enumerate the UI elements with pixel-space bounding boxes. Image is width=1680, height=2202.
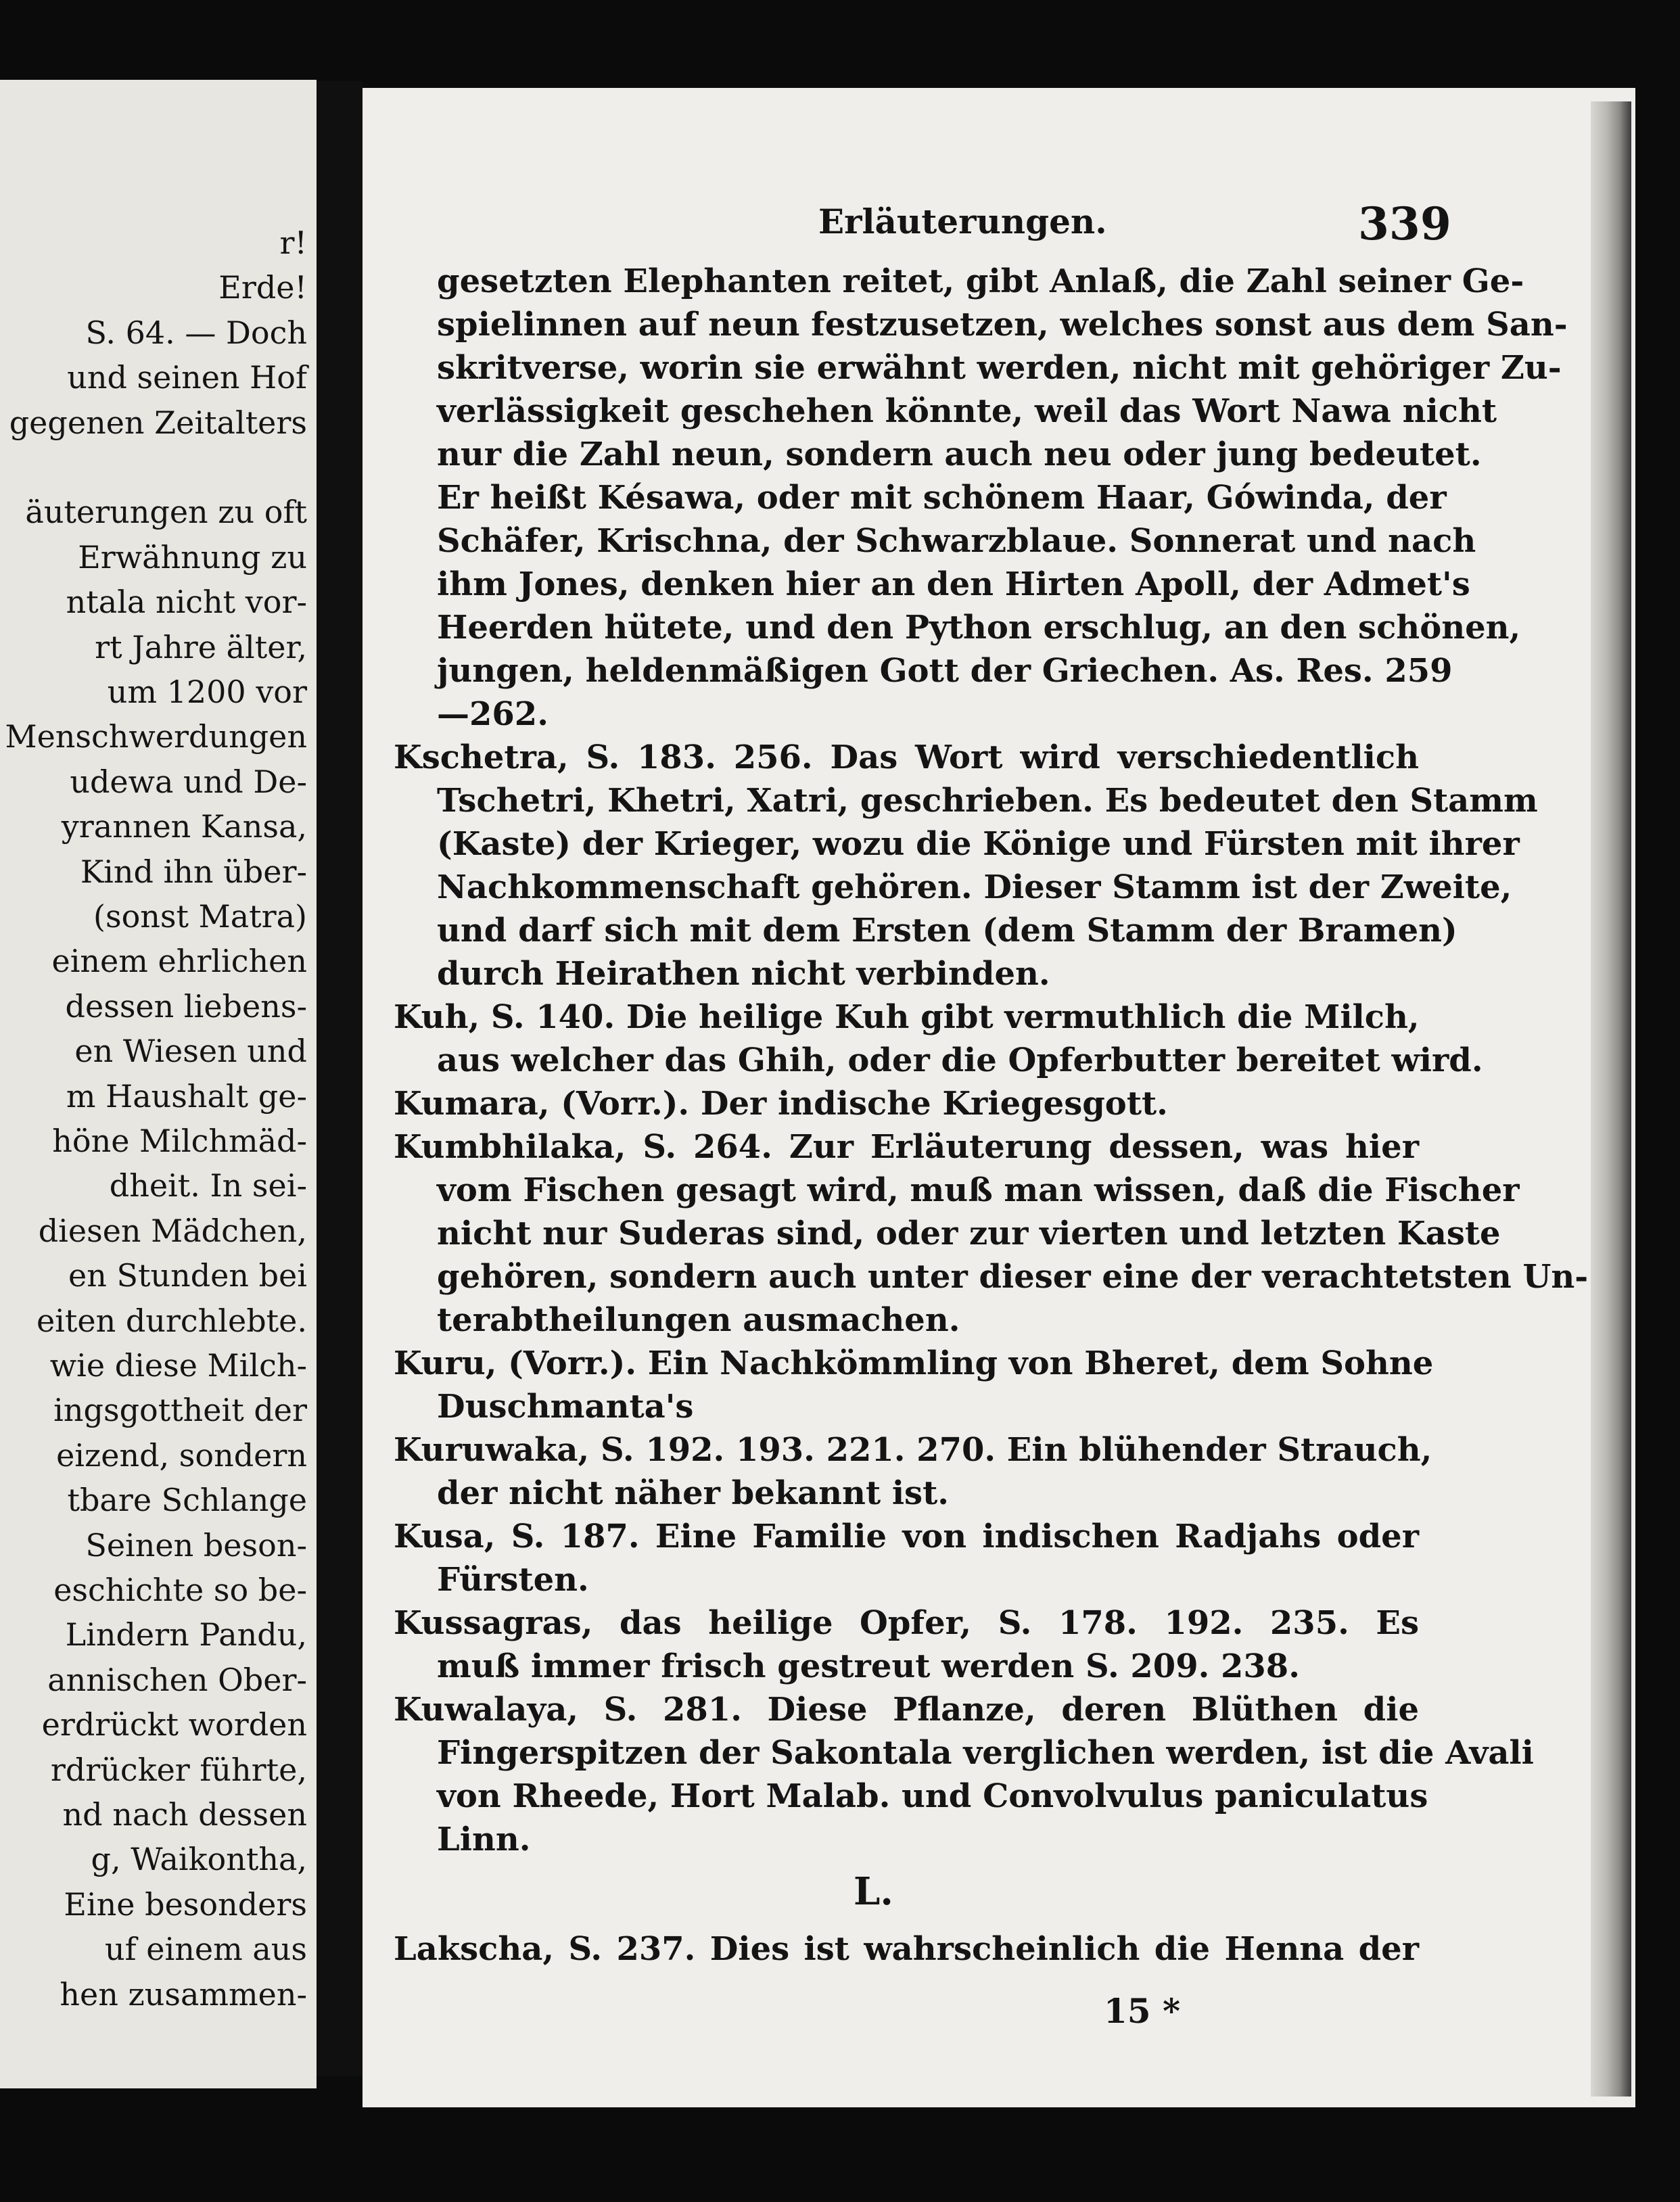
entry-line: Tschetri, Khetri, Xatri, geschrieben. Es bedeutet den Stamm — [437, 782, 1538, 820]
left-page-line: m Haushalt ge- — [66, 1077, 307, 1115]
left-page-line: eizend, sondern — [56, 1436, 307, 1474]
entry-line: Linn. — [437, 1821, 531, 1858]
glossary-entry — [394, 1082, 1419, 1125]
glossary-entry — [394, 1688, 1534, 1861]
left-page-line: rdrücker führte, — [50, 1751, 307, 1788]
page-edge — [1591, 101, 1631, 2096]
left-page-line: en Stunden bei — [68, 1257, 307, 1294]
entry-line: Nachkommenschaft gehören. Dieser Stamm ist der Zweite, — [437, 868, 1512, 906]
entry-line: Duschmanta's — [437, 1388, 694, 1426]
glossary-entry — [394, 1601, 1419, 1688]
left-page-line: erdrückt worden — [41, 1706, 307, 1743]
left-page-line: annischen Ober- — [47, 1661, 307, 1698]
entry-line: Er heißt Késawa, oder mit schönem Haar, Gówinda, der — [437, 479, 1447, 517]
left-page-line: uf einem aus — [105, 1931, 307, 1968]
catchword: 15 * — [1104, 1991, 1181, 2031]
entry-headword-line: Kuruwaka, S. 192. 193. 221. 270. Ein blühender Strauch, — [394, 1431, 1432, 1469]
left-page-line: Seinen beson- — [85, 1526, 307, 1564]
glossary-entry — [394, 995, 1483, 1082]
book-gutter — [317, 81, 363, 2076]
entry-line: nicht nur Suderas sind, oder zur vierten und letzten Kaste — [437, 1215, 1501, 1252]
entry-line: verlässigkeit geschehen könnte, weil das Wort Nawa nicht — [437, 392, 1497, 430]
left-page-line: r! — [279, 225, 307, 261]
entry-line: muß immer frisch gestreut werden S. 209. 238. — [437, 1647, 1300, 1685]
running-header: Erläuterungen. — [818, 202, 1107, 241]
left-page-line: diesen Mädchen, — [38, 1212, 307, 1249]
entry-line: Lakscha, S. 237. Dies ist wahrscheinlich die Henna der — [394, 1930, 1419, 1968]
entry-line: aus welcher das Ghih, oder die Opferbutter bereitet wird. — [437, 1041, 1483, 1079]
left-page-line: gegenen Zeitalters — [9, 404, 307, 441]
left-page-line: en Wiesen und — [74, 1033, 307, 1070]
left-page-line: Lindern Pandu, — [65, 1616, 307, 1654]
entry-line: terabtheilungen ausmachen. — [437, 1301, 960, 1339]
entry-line: von Rheede, Hort Malab. und Convolvulus paniculatus — [437, 1777, 1428, 1815]
left-page-line: nd nach dessen — [62, 1796, 307, 1833]
glossary-entry — [394, 1342, 1434, 1428]
left-page-line: rt Jahre älter, — [95, 628, 307, 665]
left-page-line: ingsgottheit der — [53, 1392, 307, 1429]
left-page-line: eschichte so be- — [53, 1572, 307, 1608]
left-page — [0, 80, 317, 2088]
entry-line: und darf sich mit dem Ersten (dem Stamm der Bramen) — [437, 912, 1457, 950]
entry-headword-line: Kuru, (Vorr.). Ein Nachkömmling von Bheret, dem Sohne — [394, 1344, 1434, 1382]
entry-line: Fingerspitzen der Sakontala verglichen werden, ist die Avali — [437, 1734, 1534, 1772]
entry-headword-line: Kumbhilaka, S. 264. Zur Erläuterung dessen, was hier — [394, 1128, 1419, 1166]
entry-line: durch Heirathen nicht verbinden. — [437, 955, 1050, 993]
entry-line: gesetzten Elephanten reitet, gibt Anlaß, die Zahl seiner Ge- — [437, 262, 1524, 300]
left-page-line: tbare Schlange — [67, 1482, 307, 1519]
left-page-line: dessen liebens- — [65, 987, 307, 1025]
entry-headword-line: Kuh, S. 140. Die heilige Kuh gibt vermuthlich die Milch, — [394, 998, 1420, 1036]
entry-line: ihm Jones, denken hier an den Hirten Apoll, der Admet's — [437, 565, 1470, 603]
page-number: 339 — [1358, 197, 1451, 250]
entry-headword-line: Kuwalaya, S. 281. Diese Pflanze, deren Blüthen die — [394, 1691, 1419, 1729]
entry-line: Heerden hütete, und den Python erschlug, an den schönen, — [437, 609, 1521, 647]
left-page-line: eiten durchlebte. — [36, 1302, 307, 1339]
glossary-entry — [394, 1125, 1589, 1342]
left-page-line: (sonst Matra) — [93, 898, 307, 935]
entry-headword-line: Kusa, S. 187. Eine Familie von indischen Radjahs oder — [394, 1518, 1419, 1555]
left-page-line: äuterungen zu oft — [25, 494, 307, 531]
left-page-line: g, Waikontha, — [91, 1841, 307, 1878]
entry-line: jungen, heldenmäßigen Gott der Griechen. As. Res. 259 — [437, 652, 1453, 690]
entry-line: Schäfer, Krischna, der Schwarzblaue. Sonnerat und nach — [437, 522, 1476, 560]
left-page-line: wie diese Milch- — [49, 1347, 307, 1384]
left-page-line: yrannen Kansa, — [61, 808, 307, 845]
entry-line: (Kaste) der Krieger, wozu die Könige und Fürsten mit ihrer — [437, 825, 1520, 863]
left-page-line: einem ehrlichen — [51, 943, 307, 980]
entry-line: der nicht näher bekannt ist. — [437, 1474, 949, 1512]
entry-line: spielinnen auf neun festzusetzen, welches sonst aus dem San- — [437, 306, 1568, 344]
left-page-line: Erwähnung zu — [78, 538, 307, 576]
left-page-line: und seinen Hof — [67, 359, 307, 396]
entry-line: nur die Zahl neun, sondern auch neu oder jung bedeutet. — [437, 436, 1482, 473]
entry-line: —262. — [437, 695, 549, 733]
left-page-line: Menschwerdungen — [5, 718, 307, 755]
section-letter: L. — [854, 1869, 893, 1914]
entry-line: Fürsten. — [437, 1561, 589, 1599]
left-page-line: S. 64. — Doch — [85, 314, 307, 351]
left-page-line: ntala nicht vor- — [66, 584, 307, 621]
entry-headword-line: Kschetra, S. 183. 256. Das Wort wird verschiedentlich — [394, 739, 1419, 776]
last-entry-block — [394, 1927, 1419, 1971]
left-page-line: dheit. In sei- — [109, 1167, 307, 1204]
left-page-line: hen zusammen- — [60, 1975, 307, 2013]
left-page-line: höne Milchmäd- — [52, 1123, 307, 1159]
glossary-body — [394, 260, 1589, 1861]
entry-line: skritverse, worin sie erwähnt werden, nicht mit gehöriger Zu- — [437, 349, 1562, 387]
left-page-line: udewa und De- — [70, 763, 307, 800]
left-page-line: um 1200 vor — [107, 674, 307, 710]
glossary-entry — [437, 260, 1568, 736]
glossary-entry — [394, 1428, 1432, 1515]
glossary-entry — [394, 1515, 1419, 1601]
entry-headword-line: Kumara, (Vorr.). Der indische Kriegesgott. — [394, 1085, 1168, 1123]
left-page-line: Erde! — [218, 269, 307, 306]
left-page-line: Kind ihn über- — [80, 853, 307, 890]
entry-line: vom Fischen gesagt wird, muß man wissen, daß die Fischer — [437, 1171, 1520, 1209]
left-page-line: Eine besonders — [64, 1885, 307, 1923]
glossary-entry — [394, 736, 1538, 995]
entry-line: gehören, sondern auch unter dieser eine der verachtetsten Un- — [437, 1258, 1589, 1296]
entry-headword-line: Kussagras, das heilige Opfer, S. 178. 192. 235. Es — [394, 1604, 1419, 1642]
